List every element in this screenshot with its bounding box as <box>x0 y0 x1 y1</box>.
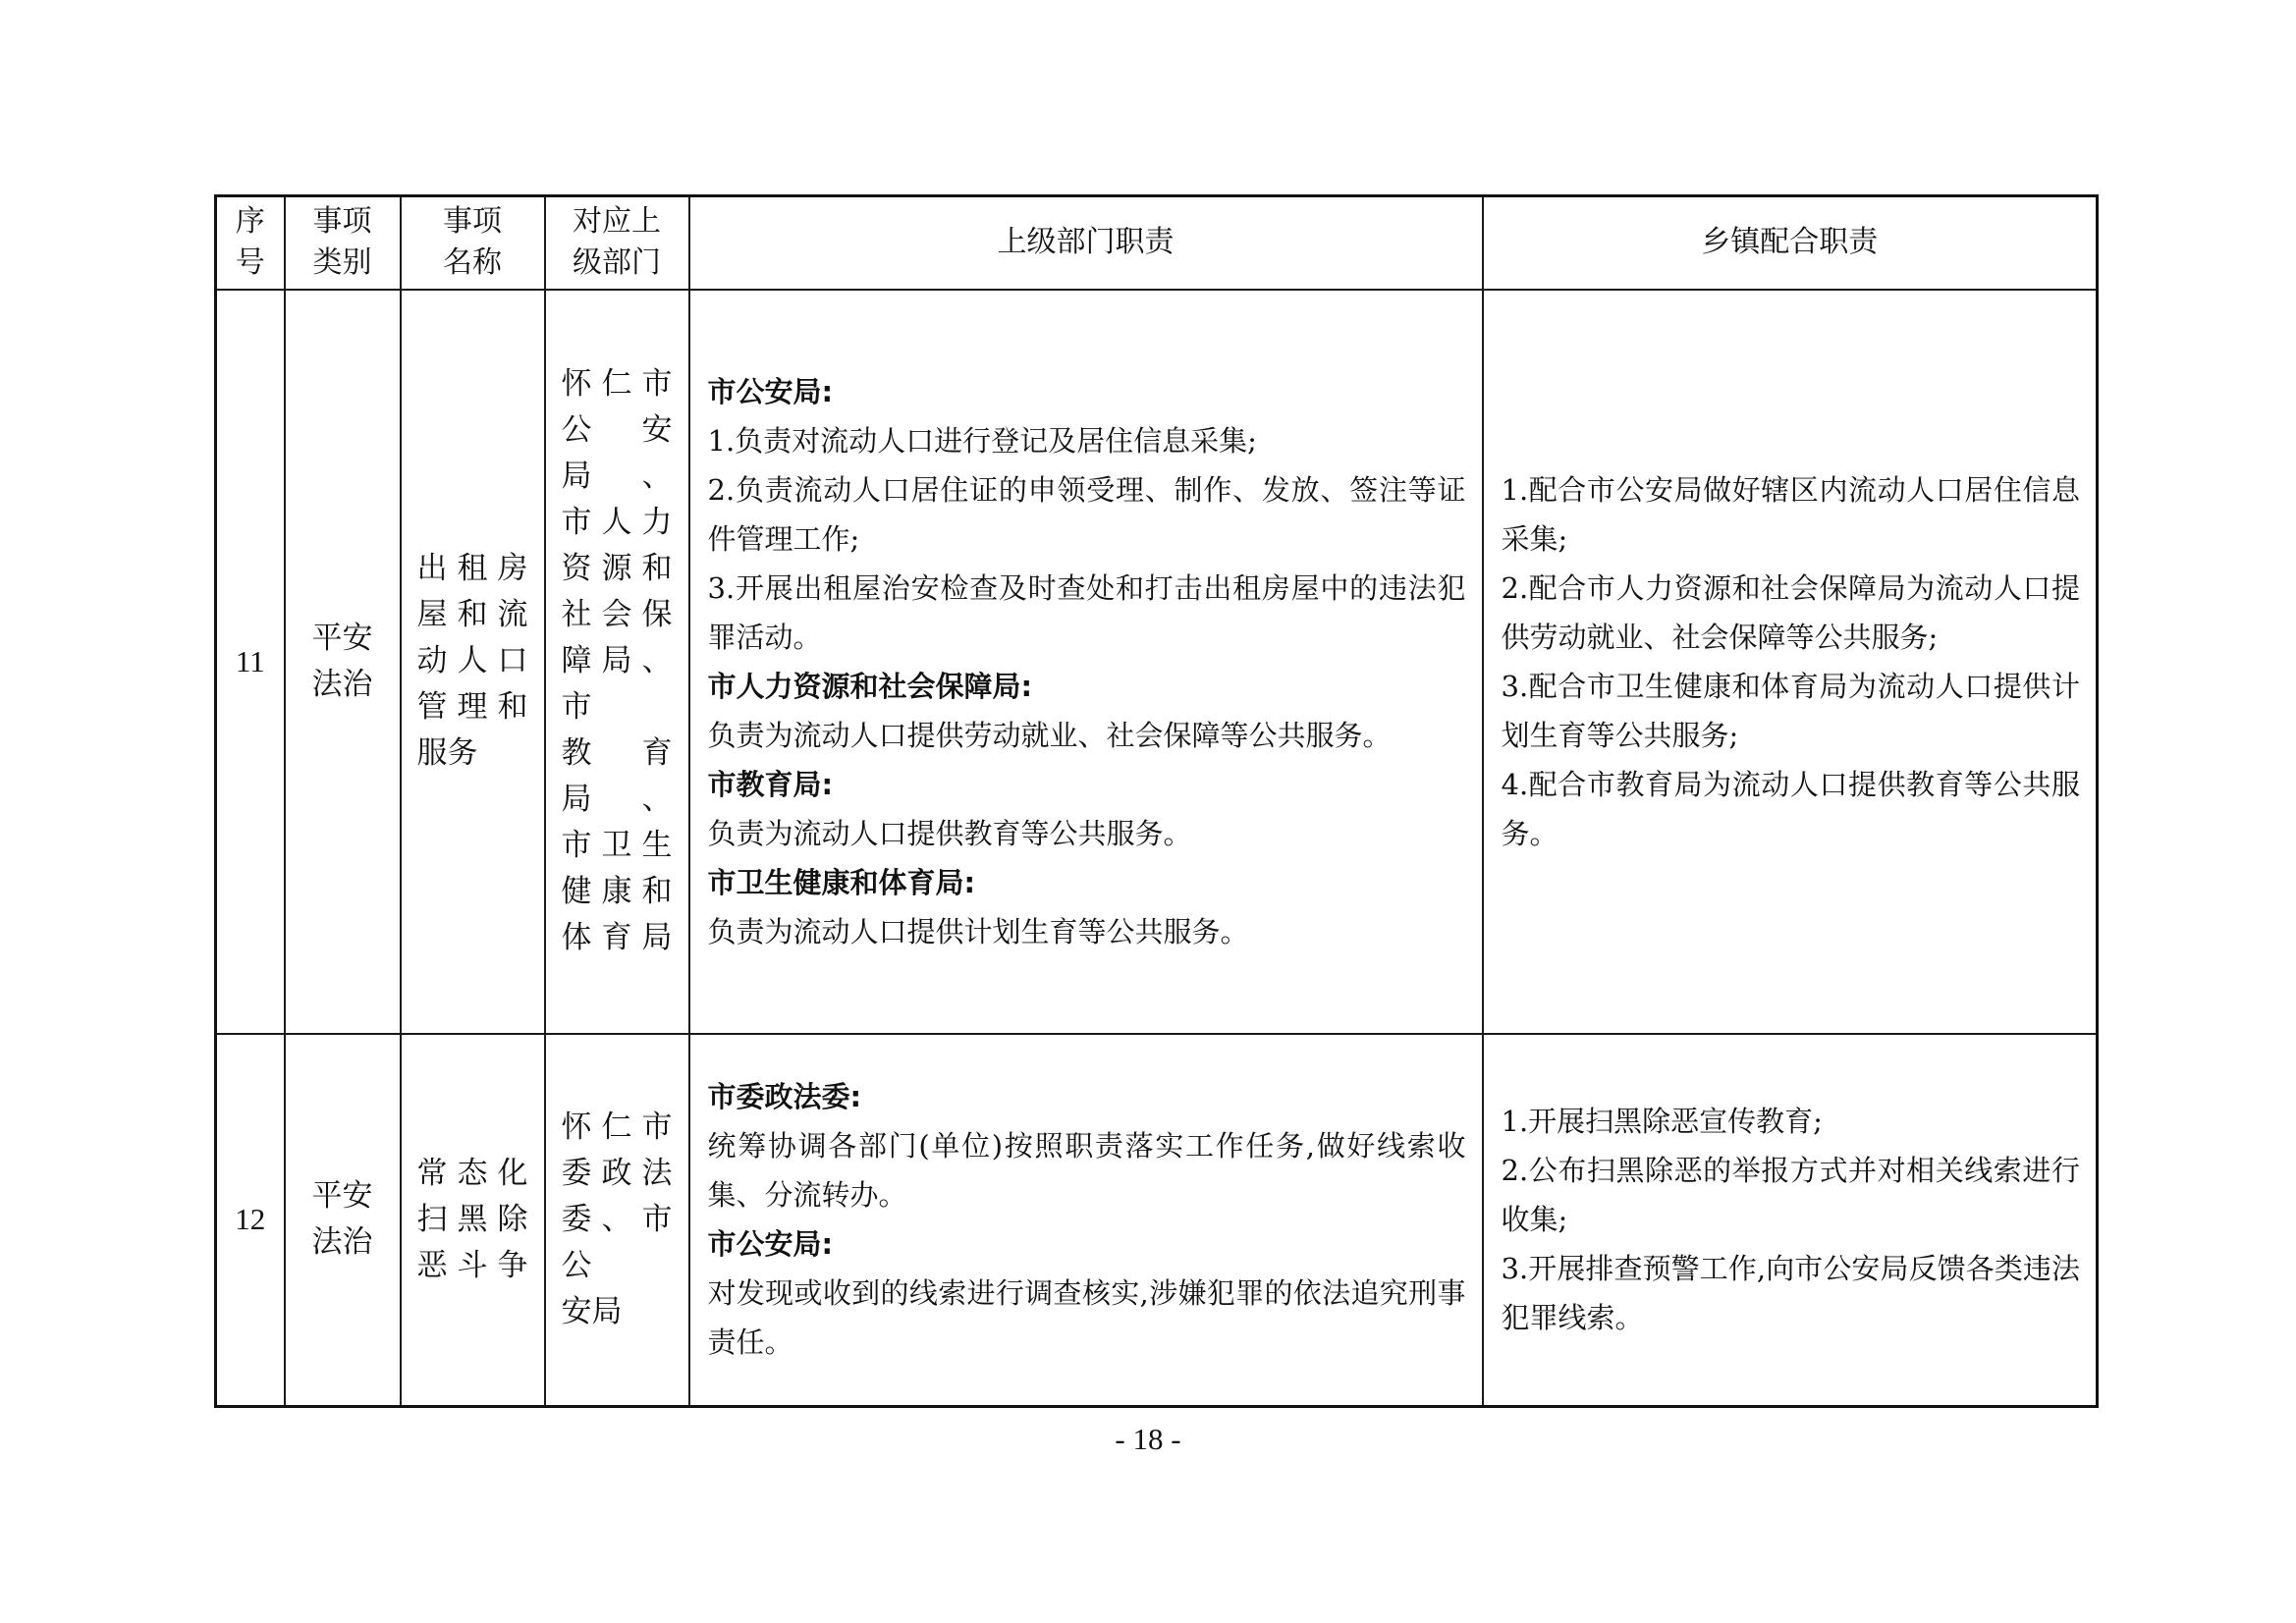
row-superior-duties: 市公安局: 1.负责对流动人口进行登记及居住信息采集; 2.负责流动人口居住证的申领受理、制作、发放、签注等证件管理工作; 3.开展出租屋治安检查及时查处和打击出租房屋中的违法犯罪活动。 市人力资源和社会保障局: 负责为流动人口提供劳动就业、社会保障等公共服务。 市教育局: 负责为流动人口提供教育等公共服务。 市卫生健康和体育局: 负责为流动人口提供计划生育等公共服务。 <box>689 290 1483 1034</box>
header-town-duties: 乡镇配合职责 <box>1483 196 2098 290</box>
header-superior-duties: 上级部门职责 <box>689 196 1483 290</box>
table-header-row <box>216 196 2098 290</box>
table-row <box>216 290 2098 1034</box>
row-item-name: 出租房 屋和流 动人口 管理和 服务 <box>401 290 545 1034</box>
responsibility-table <box>214 194 2099 1408</box>
row-superior-dept: 怀仁市 公安局、 市人力 资源和 社会保 障局、市 教育局、 市卫生 健康和 体育局 <box>545 290 689 1034</box>
row-number: 11 <box>216 290 285 1034</box>
header-item-name: 事项 名称 <box>401 196 545 290</box>
row-item-name: 常态化 扫黑除 恶斗争 <box>401 1034 545 1407</box>
row-superior-duties: 市委政法委: 统筹协调各部门(单位)按照职责落实工作任务,做好线索收集、分流转办。 市公安局: 对发现或收到的线索进行调查核实,涉嫌犯罪的依法追究刑事责任。 <box>689 1034 1483 1407</box>
header-serial: 序 号 <box>216 196 285 290</box>
row-category: 平安 法治 <box>285 290 401 1034</box>
table-row <box>216 1034 2098 1407</box>
row-number: 12 <box>216 1034 285 1407</box>
header-superior-dept: 对应上 级部门 <box>545 196 689 290</box>
row-category: 平安 法治 <box>285 1034 401 1407</box>
row-town-duties: 1.开展扫黑除恶宣传教育; 2.公布扫黑除恶的举报方式并对相关线索进行收集; 3.开展排查预警工作,向市公安局反馈各类违法犯罪线索。 <box>1483 1034 2098 1407</box>
row-town-duties: 1.配合市公安局做好辖区内流动人口居住信息采集; 2.配合市人力资源和社会保障局为流动人口提供劳动就业、社会保障等公共服务; 3.配合市卫生健康和体育局为流动人口提供计划生育等公共服务; 4.配合市教育局为流动人口提供教育等公共服务。 <box>1483 290 2098 1034</box>
row-superior-dept: 怀仁市 委政法 委、市公 安局 <box>545 1034 689 1407</box>
page-number: - 18 - <box>1115 1422 1181 1456</box>
header-category: 事项 类别 <box>285 196 401 290</box>
